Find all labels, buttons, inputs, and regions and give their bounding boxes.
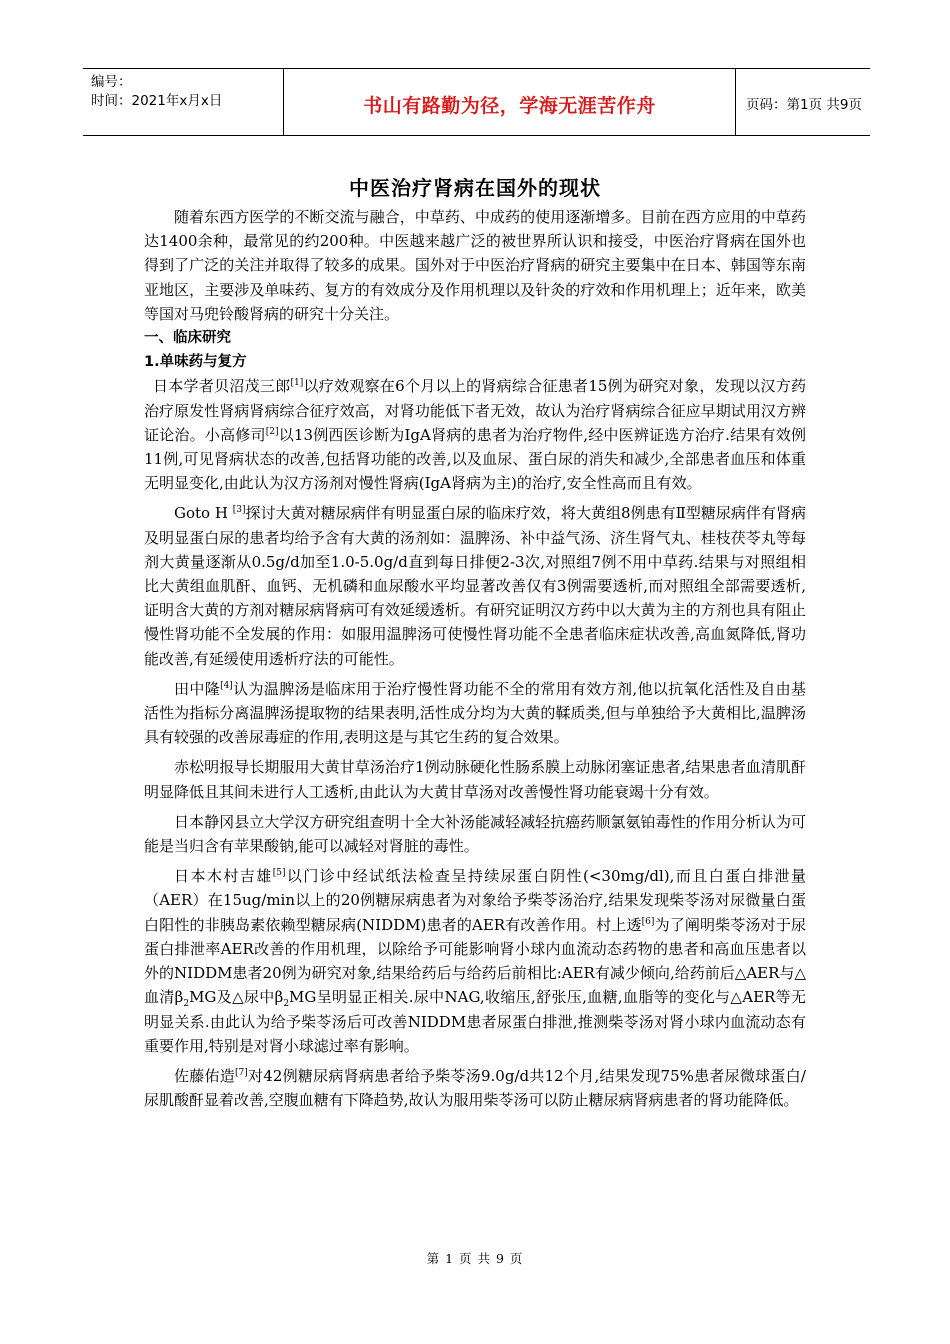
- para7-text-a: 佐藤佑造: [174, 1066, 236, 1085]
- citation-5: [5]: [272, 868, 286, 879]
- para2-text-b: 探讨大黄对糖尿病伴有明显蛋白尿的临床疗效，将大黄组8例患有Ⅱ型糖尿病伴有肾病及明显蛋白尿的患者均给予含有大黄的汤剂如：温脾汤、补中益气汤、济生肾气丸、桂枝茯苓丸等每剂大黄量逐渐从0.5g/d加至1.0-5.0g/d直到每日排便2-3次,对照组7例不用中草药.结果与对照组相比大黄组血肌酐、血钙、无机磷和血尿酸水平均显著改善仅有3例需要透析,而对照组全部需要透析,证明含大黄的方剂对糖尿病肾病可有效延缓透析。有研究证明汉方药中以大黄为主的方剂也具有阻止慢性肾功能不全发展的作用：如服用温脾汤可使慢性肾功能不全患者临床症状改善,高血氮降低,肾功能改善,有延缓使用透析疗法的可能性。: [144, 504, 806, 668]
- para6-text-e: MG呈明显正相关.尿中NAG,收缩压,舒张压,血糖,血脂等的变化与△AER等无明显关系.由此认为给予柴苓汤后可改善NIDDM患者尿蛋白排泄,推测柴苓汤对肾小球内血流动态有重要作用,特别是对肾小球滤过率有影响。: [144, 988, 806, 1055]
- citation-6: [6]: [641, 916, 655, 927]
- subscript-2b: 2: [283, 999, 290, 1010]
- para6-text-c: 为了阐明柴苓汤对于尿蛋白排泄率AER改善的作用机理，以除给予可能影响肾小球内血流动态药物的患者和高血压患者以外的NIDDM患者20例为研究对象,结果给药后与给药后前相比:AER有减少倾向,给药前后△AER与△血清β: [144, 915, 806, 1007]
- para1-text-c: 以13例西医诊断为IgA肾病的患者为治疗物件,经中医辨证选方治疗.结果有效例11例,可见肾病状态的改善,包括肾功能的改善,以及血尿、蛋白尿的消失和减少,全部患者血压和体重无明显变化,由此认为汉方汤剂对慢性肾病(IgA肾病为主)的治疗,安全性高而且有效。: [144, 425, 806, 493]
- page-footer: 第 1 页 共 9 页: [426, 1251, 524, 1266]
- number-label: 编号：: [91, 74, 132, 90]
- citation-1: [1]: [290, 378, 304, 389]
- para6-text-b: 以门诊中经试纸法检查呈持续尿蛋白阴性(<30mg/dl),而且白蛋白排泄量（AER）在15ug/min以上的20例糖尿病患者为对象给予柴苓汤治疗,结果发现柴苓汤对尿微量白蛋白阳性的非胰岛素依赖型糖尿病(NIDDM)患者的AER有改善作用。村上透: [144, 867, 806, 934]
- header-page-info: 页码：第1页 共9页: [746, 97, 862, 113]
- paragraph-5: 日本静冈县立大学汉方研究组查明十全大补汤能减轻减轻抗癌药顺氯氨铂毒性的作用分析认为可能是当归含有苹果酸钠,能可以减轻对肾脏的毒性。: [144, 812, 806, 856]
- para7-text-b: 对42例糖尿病肾病患者给予柴苓汤9.0g/d共12个月,结果发现75%患者尿微球蛋白/尿肌酸酐显着改善,空腹血糖有下降趋势,故认为服用柴苓汤可以防止糖尿病肾病患者的肾功能降低。: [144, 1066, 806, 1110]
- section-heading-clinical: 一、临床研究: [144, 330, 231, 347]
- time-label: 时间：2021年x月x日: [91, 93, 223, 109]
- header-motto: 书山有路勤为径，学海无涯苦作舟: [363, 95, 656, 117]
- citation-7: [7]: [235, 1067, 248, 1078]
- header-motto-box: [283, 69, 736, 135]
- paragraph-4: 赤松明报导长期服用大黄甘草汤治疗1例动脉硬化性肠系膜上动脉闭塞证患者,结果患者血清肌酐明显降低且其间未进行人工透析,由此认为大黄甘草汤对改善慢性肾功能衰竭十分有效。: [144, 758, 806, 801]
- paragraph-2: [144, 501, 806, 670]
- page-header: [83, 68, 870, 136]
- document-title: 中医治疗肾病在国外的现状: [349, 176, 601, 200]
- para1-text-a: 日本学者贝沼茂三郎: [153, 377, 291, 396]
- para6-text-a: 日本木村吉雄: [174, 867, 273, 886]
- para1-text-b: 以疗效观察在6个月以上的肾病综合征患者15例为研究对象，发现以汉方药治疗原发性肾病肾病综合征疗效高，对肾功能低下者无效，故认为治疗肾病综合征应早期试用汉方辨证论治。小高修司: [144, 377, 806, 444]
- subscript-2a: 2: [183, 999, 190, 1010]
- para2-text-a: Goto H: [174, 504, 233, 523]
- subsection-heading-single-herb: 1.单味药与复方: [144, 354, 247, 371]
- paragraph-1: [144, 374, 806, 495]
- paragraph-3: [144, 677, 806, 750]
- citation-2: [2]: [265, 426, 279, 437]
- citation-3: [3]: [232, 505, 246, 516]
- paragraph-6: [144, 864, 806, 1058]
- para6-text-d: MG及△尿中β: [189, 988, 284, 1007]
- document-body: [144, 205, 806, 1112]
- para3-text-b: 认为温脾汤是临床用于治疗慢性肾功能不全的常用有效方剂,他以抗氧化活性及自由基活性为指标分离温脾汤提取物的结果表明,活性成分均为大黄的鞣质类,但与单独给予大黄相比,温脾汤具有较强的改善尿毒症的作用,表明这是与其它生药的复合效果。: [144, 679, 806, 747]
- para3-text-a: 田中隆: [174, 679, 221, 698]
- paragraph-7: [144, 1064, 806, 1112]
- header-left: [91, 73, 222, 111]
- intro-paragraph: 随着东西方医学的不断交流与融合，中草药、中成药的使用逐渐增多。目前在西方应用的中草药达1400余种，最常见的约200种。中医越来越广泛的被世界所认识和接受，中医治疗肾病在国外也得到了广泛的关注并取得了较多的成果。国外对于中医治疗肾病的研究主要集中在日本、韩国等东南亚地区，主要涉及单味药、复方的有效成分及作用机理以及针灸的疗效和作用机理上；近年来，欧美等国对马兜铃酸肾病的研究十分关注。: [144, 208, 806, 323]
- citation-4: [4]: [220, 680, 233, 691]
